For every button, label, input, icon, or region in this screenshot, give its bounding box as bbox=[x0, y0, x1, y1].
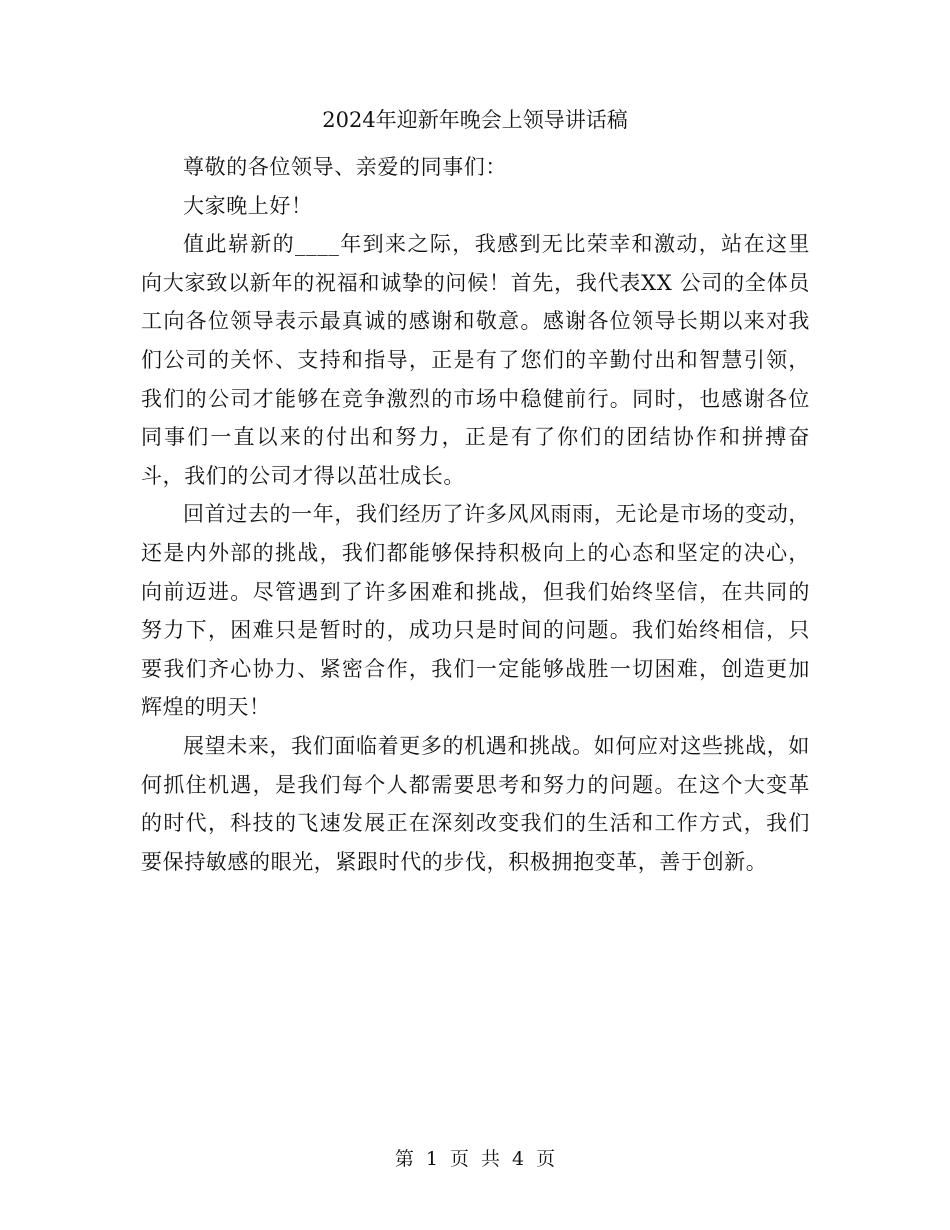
body-paragraph: 回首过去的一年，我们经历了许多风风雨雨，无论是市场的变动，还是内外部的挑战，我们都能够保持积极向上的心态和坚定的决心，向前迈进。尽管遇到了许多困难和挑战，但我们始终坚信，在共同的努力下，困难只是暂时的，成功只是时间的问题。我们始终相信，只要我们齐心协力、紧密合作，我们一定能够战胜一切困难，创造更加辉煌的明天！ bbox=[141, 502, 810, 720]
body-paragraph: 值此崭新的____年到来之际，我感到无比荣幸和激动，站在这里向大家致以新年的祝福和诚挚的问候！首先，我代表XX 公司的全体员工向各位领导表示最真诚的感谢和敬意。感谢各位领导长期以来对我们公司的关怀、支持和指导，正是有了您们的辛勤付出和智慧引领，我们的公司才能够在竞争激烈的市场中稳健前行。同时，也感谢各位同事们一直以来的付出和努力，正是有了你们的团结协作和拼搏奋斗，我们的公司才得以茁壮成长。 bbox=[141, 232, 810, 488]
document-title: 2024年迎新年晚会上领导讲话稿 bbox=[322, 108, 628, 132]
greeting-paragraph: 尊敬的各位领导、亲爱的同事们： bbox=[183, 155, 507, 179]
body-paragraph: 展望未来，我们面临着更多的机遇和挑战。如何应对这些挑战，如何抓住机遇，是我们每个人都需要思考和努力的问题。在这个大变革的时代，科技的飞速发展正在深刻改变我们的生活和工作方式，我们要保持敏感的眼光，紧跟时代的步伐，积极拥抱变革，善于创新。 bbox=[141, 733, 810, 874]
page-number-footer: 第 1 页 共 4 页 bbox=[394, 1148, 556, 1170]
salutation-paragraph: 大家晚上好！ bbox=[183, 193, 313, 218]
document-body bbox=[141, 148, 810, 881]
